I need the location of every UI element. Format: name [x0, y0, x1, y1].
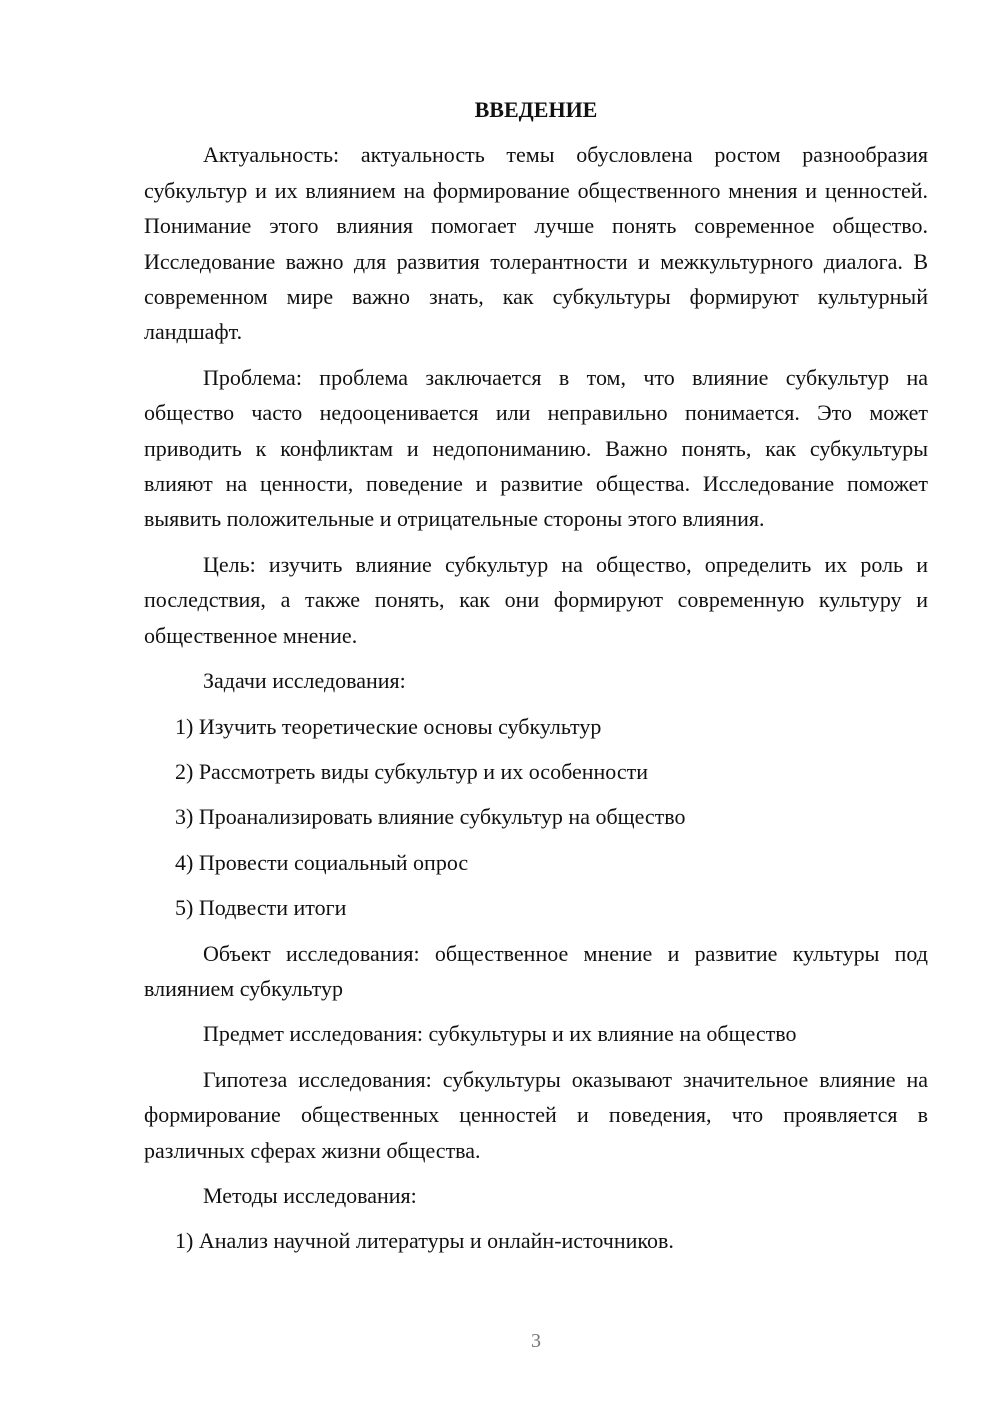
task-item-5: 5) Подвести итоги [175, 895, 347, 921]
tasks-heading: Задачи исследования: [203, 668, 406, 694]
paragraph-object: Объект исследования: общественное мнение и развитие культуры под влиянием субкультур [144, 940, 928, 1001]
page-content [144, 92, 928, 1269]
paragraph-subject: Предмет исследования: субкультуры и их влияние на общество [203, 1021, 797, 1047]
paragraph-goal: Цель: изучить влияние субкультур на общество, определить их роль и последствия, а также понять, как они формируют современную культуру и общественное мнение. [144, 551, 928, 648]
methods-heading: Методы исследования: [203, 1182, 417, 1208]
paragraph-relevance: Актуальность: актуальность темы обусловлена ростом разнообразия субкультур и их влиянием на формирование общественного мнения и ценностей. Понимание этого влияния помогает лучше понять современное общество. Исследование важно для развития толерантности и межкультурного диалога. В современном мире важно знать, как субкультуры формируют культурный ландшафт. [144, 142, 928, 345]
page-title: ВВЕДЕНИЕ [474, 97, 598, 122]
method-item-1: 1) Анализ научной литературы и онлайн-источников. [175, 1228, 674, 1254]
task-item-1: 1) Изучить теоретические основы субкультур [175, 713, 602, 739]
task-item-3: 3) Проанализировать влияние субкультур на общество [175, 804, 686, 830]
paragraph-problem: Проблема: проблема заключается в том, что влияние субкультур на общество часто недооценивается или неправильно понимается. Это может приводить к конфликтам и недопониманию. Важно понять, как субкультуры влияют на ценности, поведение и развитие общества. Исследование поможет выявить положительные и отрицательные стороны этого влияния. [144, 364, 928, 532]
page-number: 3 [531, 1330, 541, 1352]
task-item-4: 4) Провести социальный опрос [175, 849, 469, 875]
paragraph-hypothesis: Гипотеза исследования: субкультуры оказывают значительное влияние на формирование общественных ценностей и поведения, что проявляется в различных сферах жизни общества. [144, 1066, 928, 1163]
task-item-2: 2) Рассмотреть виды субкультур и их особенности [175, 758, 648, 784]
